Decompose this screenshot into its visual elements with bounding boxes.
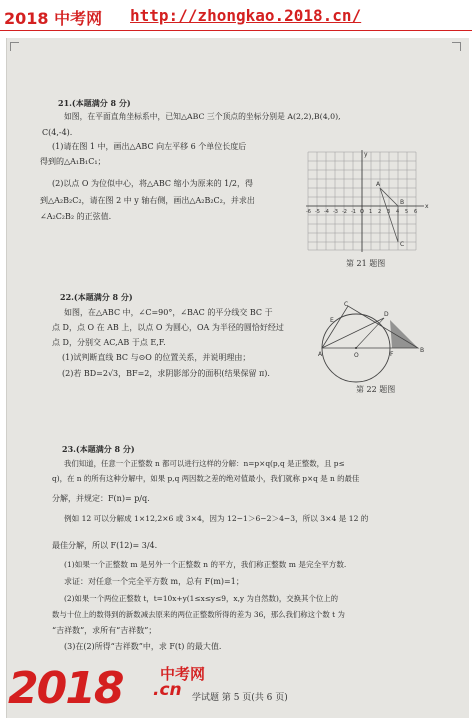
x-tick-label: -2 <box>342 209 347 215</box>
label-f: F <box>390 351 394 358</box>
label-o: O <box>354 352 359 359</box>
point-b-label: B <box>400 199 405 206</box>
q22-heading: 22.(本题满分 8 分) <box>60 292 133 302</box>
q22-line: 点 D，点 O 在 AB 上，以点 O 为圆心，OA 为半径的圆恰好经过 <box>52 323 284 332</box>
q22-line: 如图，在△ABC 中，∠C=90°，∠BAC 的平分线交 BC 于 <box>64 308 273 317</box>
q23-line: (3)在(2)所得“吉祥数”中，求 F(t) 的最大值. <box>64 642 222 651</box>
q21-figure-caption: 第 21 题图 <box>346 259 386 268</box>
label-d: D <box>384 311 389 318</box>
q23-line: q)，在 n 的所有这种分解中，如果 p,q 两因数之差的绝对值最小，我们就称 p×q 是 n 的最佳 <box>52 474 360 483</box>
q23-line: 求证：对任意一个完全平方数 m，总有 F(m)=1； <box>64 577 244 586</box>
label-a: A <box>318 351 323 358</box>
q23-line: “吉祥数”，求所有“吉祥数”； <box>52 626 157 635</box>
site-logo: 2018 <box>8 663 123 714</box>
q21-line: 到△A₂B₂C₂，请在图 2 中 y 轴右侧，画出△A₂B₂C₂，并求出 <box>40 196 255 205</box>
q23-line: 数与十位上的数得到的新数减去原来的两位正整数所得的差为 36，那么我们称这个数 t 为 <box>52 610 345 619</box>
q21-line: ∠A₂C₂B₂ 的正弦值. <box>40 212 112 221</box>
center-o <box>355 347 357 349</box>
label-e: E <box>330 317 334 324</box>
header-divider <box>0 30 472 31</box>
site-name: 2018 中考网 <box>4 9 103 28</box>
q21-line: (1)请在图 1 中，画出△ABC 向左平移 6 个单位长度后 <box>52 142 247 151</box>
x-tick-label: 2 <box>378 209 382 215</box>
q23-line: (2)如果一个两位正整数 t，t=10x+y(1≤x≤y≤9，x,y 为自然数)，交换其个位上的 <box>64 594 339 603</box>
x-axis-label: x <box>425 203 429 210</box>
q23-line: (1)如果一个正整数 m 是另外一个正整数 n 的平方，我们称正整数 m 是完全平方数. <box>64 560 347 569</box>
q22-line: (2)若 BD=2√3，BF=2，求阴影部分的面积(结果保留 π). <box>62 369 270 378</box>
x-tick-label: -4 <box>324 209 329 215</box>
q22-figure-caption: 第 22 题图 <box>356 385 396 394</box>
x-tick-label: 4 <box>396 209 400 215</box>
y-axis-label: y <box>364 151 368 158</box>
q21-line: C(4,-4). <box>42 128 73 137</box>
x-tick-label: -6 <box>306 209 311 215</box>
q22-line: (1)试判断直线 BC 与⊙O 的位置关系，并说明理由； <box>62 353 251 362</box>
x-tick-label: -3 <box>333 209 338 215</box>
q23-line: 我们知道，任意一个正整数 n 都可以进行这样的分解：n=p×q(p,q 是正整数，且 p≤ <box>64 459 345 468</box>
q23-line: 分解，并规定：F(n)= p/q. <box>52 494 150 503</box>
page-number: 学试题 第 5 页(共 6 页) <box>192 693 288 703</box>
q23-line: 最佳分解，所以 F(12)= 3/4. <box>52 541 158 550</box>
label-c: C <box>344 301 349 308</box>
q21-line: 得到的△A₁B₁C₁； <box>40 157 106 166</box>
q21-heading: 21.(本题满分 8 分) <box>58 98 131 108</box>
radius-od <box>356 318 384 348</box>
site-header <box>0 0 472 34</box>
q22-line: 点 D，分别交 AC,AB 于点 E,F. <box>52 338 166 347</box>
point-a-label: A <box>376 181 381 188</box>
point-c-label: C <box>400 241 405 248</box>
q23-heading: 23.(本题满分 8 分) <box>62 444 135 454</box>
q23-line: 例如 12 可以分解成 1×12,2×6 或 3×4，因为 12−1＞6−2＞4−3，所以 3×4 是 12 的 <box>64 514 369 523</box>
q22-circle-figure <box>318 298 430 394</box>
x-tick-label: 3 <box>387 209 391 215</box>
x-tick-label: -5 <box>315 209 320 215</box>
site-logo-cn: 中考网 <box>160 665 206 683</box>
page-corner-mark <box>452 42 461 51</box>
label-b: B <box>420 347 425 354</box>
site-url-link[interactable]: http://zhongkao.2018.cn/ <box>130 6 362 25</box>
q21-line: 如图，在平面直角坐标系中，已知△ABC 三个顶点的坐标分别是 A(2,2),B(4,0), <box>64 112 341 121</box>
q21-coordinate-grid <box>304 150 432 254</box>
q21-line: (2)以点 O 为位似中心，将△ABC 缩小为原来的 1/2，得 <box>52 179 254 188</box>
x-tick-label: O <box>360 209 364 215</box>
x-tick-label: -1 <box>351 209 356 215</box>
x-tick-label: 1 <box>369 209 373 215</box>
site-logo-domain: .cn <box>153 680 182 700</box>
x-tick-label: 5 <box>405 209 409 215</box>
page-corner-mark <box>10 42 19 51</box>
x-tick-label: 6 <box>414 209 418 215</box>
